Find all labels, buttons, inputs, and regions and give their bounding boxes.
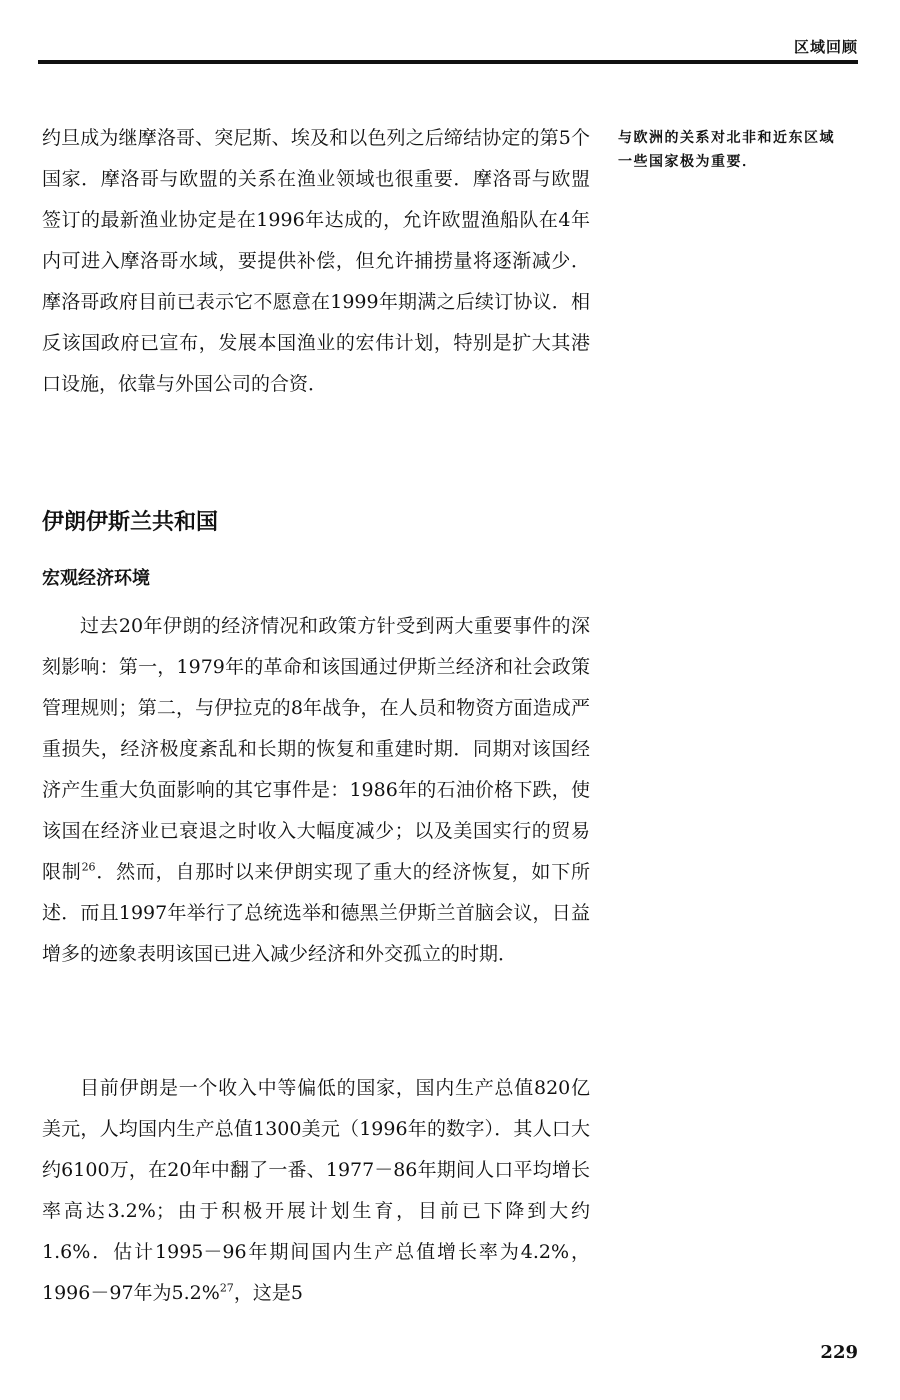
paragraph-text: ．然而，自那时以来伊朗实现了重大的经济恢复，如下所述．而且1997年举行了总统选举和德黑兰伊斯兰首脑会议，日益增多的迹象表明该国已进入减少经济和外交孤立的时期． bbox=[42, 861, 590, 965]
running-header: 区域回顾 bbox=[793, 38, 858, 56]
paragraph-iran-economy bbox=[42, 1068, 590, 1314]
subsection-title: 宏观经济环境 bbox=[42, 568, 150, 589]
page-number: 229 bbox=[820, 1342, 858, 1363]
paragraph-iran-history bbox=[42, 606, 590, 975]
section-title: 伊朗伊斯兰共和国 bbox=[42, 509, 219, 535]
main-column bbox=[42, 118, 590, 405]
header-rule bbox=[38, 60, 858, 64]
paragraph-morocco-eu: 约旦成为继摩洛哥、突尼斯、埃及和以色列之后缔结协定的第5个国家．摩洛哥与欧盟的关系在渔业领域也很重要．摩洛哥与欧盟签订的最新渔业协定是在1996年达成的，允许欧盟渔船队在4年内可进入摩洛哥水域，要提供补偿，但允许捕捞量将逐渐减少．摩洛哥政府目前已表示它不愿意在1999年期满之后续订协议．相反该国政府已宣布，发展本国渔业的宏伟计划，特别是扩大其港口设施，依靠与外国公司的合资． bbox=[42, 127, 590, 395]
paragraph-text: 过去20年伊朗的经济情况和政策方针受到两大重要事件的深刻影响：第一，1979年的革命和该国通过伊斯兰经济和社会政策管理规则；第二，与伊拉克的8年战争，在人员和物资方面造成严重损失，经济极度紊乱和长期的恢复和重建时期．同期对该国经济产生重大负面影响的其它事件是：1986年的石油价格下跌，使该国在经济业已衰退之时收入大幅度减少；以及美国实行的贸易限制 bbox=[42, 615, 590, 883]
footnote-ref: 26 bbox=[81, 860, 96, 874]
paragraph-text: 目前伊朗是一个收入中等偏低的国家，国内生产总值820亿美元，人均国内生产总值1300美元（1996年的数字）．其人口大约6100万，在20年中翻了一番、1977－86年期间人口平均增长率高达3.2%；由于积极开展计划生育，目前已下降到大约1.6%．估计1995－96年期间国内生产总值增长率为4.2%，1996－97年为5.2% bbox=[42, 1077, 590, 1304]
paragraph-text: ，这是5 bbox=[233, 1282, 303, 1304]
margin-note: 与欧洲的关系对北非和近东区域一些国家极为重要． bbox=[618, 130, 835, 170]
footnote-ref: 27 bbox=[219, 1281, 234, 1295]
